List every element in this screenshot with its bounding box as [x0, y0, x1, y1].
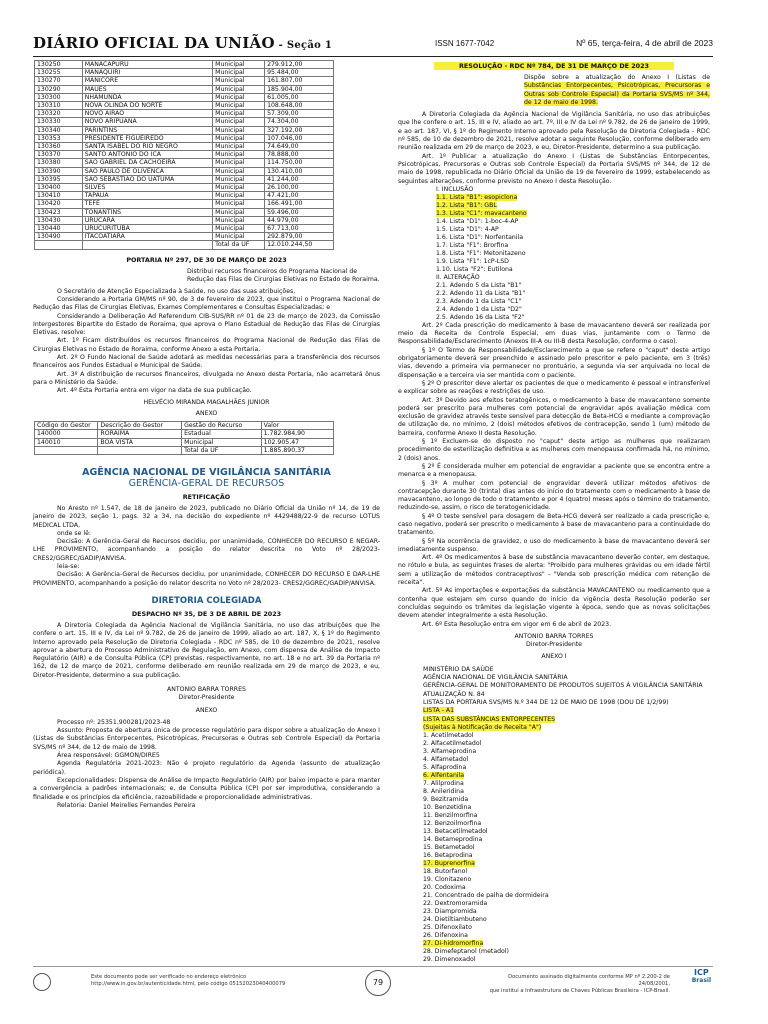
paragraph: § 5º Na ocorrência de gravidez, o uso do medicamento à base de mavacanteno deverá ser imediatamente suspenso. [398, 537, 710, 553]
table-cell: 12.010.244,50 [265, 241, 334, 249]
table-cell: 140000 [35, 430, 98, 438]
table-cell: 130490 [35, 233, 83, 241]
table-row [35, 430, 334, 438]
org-line: MINISTÉRIO DA SAÚDE [423, 665, 494, 673]
table-cell [35, 241, 83, 249]
table-row [35, 208, 334, 216]
table-cell: URUCARA [82, 216, 212, 224]
table-cell: 95.484,00 [265, 69, 334, 77]
paragraph: A Diretoria Colegiada da Agência Nacional de Vigilância Sanitária, no uso das atribuições que lhe confere o art. 15, III e IV, aliado ao art. 7º, III e IV da Lei nº 9.782, de 26 de janeiro de 1999, e ao art. 187, VI, § 1º do Regimento Interno aprovado pela Resolução de Diretoria Colegiada - RDC nº 585, de 10 de dezembro de 2021, resolve adotar a seguinte Resolução, conforme deliberado em reunião realizada em 29 de março de 2023, e eu, Diretor-Presidente, determino a sua publicação. [398, 111, 710, 152]
list-item: 20. Codoxima [423, 884, 466, 892]
paragraph: Art. 2º O Fundo Nacional de Saúde adotará as medidas necessárias para a transferência dos recursos financeiros aos Fundos Estadual e Municipal de Saúde. [33, 354, 380, 370]
paragraph: Relatoria: Daniel Meirelles Fernandes Pereira [57, 801, 196, 809]
paragraph: Art. 2º Cada prescrição do medicamento à base de mavacanteno deverá ser realizada por meio da Receita de Controle Especial, em duas vias, juntamente com o Termo de Responsabilidade/Esclarecimento (Anexos III-A ou III-B desta Resolução, conforme o caso). [398, 321, 710, 346]
table-cell: 130.410,00 [265, 167, 334, 175]
table-row [35, 192, 334, 200]
table-row [35, 151, 334, 159]
diretoria-heading: DIRETORIA COLEGIADA [151, 595, 262, 606]
table-cell: 130420 [35, 200, 83, 208]
table-cell: Municipal [182, 438, 262, 446]
table-row [35, 225, 334, 233]
table-row [35, 241, 334, 249]
table-row [35, 200, 334, 208]
table-cell: Municipal [213, 151, 265, 159]
table-cell: 130250 [35, 61, 83, 69]
table-cell: 130300 [35, 93, 83, 101]
table-cell: 130360 [35, 143, 83, 151]
paragraph: A Diretoria Colegiada da Agência Nacional de Vigilância Sanitária, no uso das atribuições que lhe confere o art. 15, III e IV, da Lei nº 9.782, de 26 de janeiro de 1999, aliado ao art. 187, X, § 1º do Regimento Interno aprovado pela Resolução de Diretoria Colegiada - RDC nº 585, de 10 de dezembro de 2021, resolve aprovar a abertura do Processo Administrativo de Regulação, em Anexo, com dispensa de Análise de Impacto Regulatório (AIR) e de Consulta Pública (CP) previstas, respectivamente, no art. 18 e no art. 39 da Portaria nº 162, de 12 de março de 2021, conforme deliberado em reunião realizada em 29 de março de 2023, e eu, Diretor-Presidente, determino a sua publicação. [33, 621, 380, 679]
table-cell: TEFE [82, 200, 212, 208]
paragraph: Art. 1º Publicar a atualização do Anexo I (Listas de Substâncias Entorpecentes, Psicotrópicas, Precursoras e Outras sob Controle Especial) da Portaria SVS/MS nº 344, de 12 de maio de 1998, republicada no Diário Oficial da União de 19 de fevereiro de 1999, estabelecendo as seguintes alterações, conforme previsto no Anexo I desta Resolução. [398, 152, 710, 185]
list-item: 23. Diampromida [423, 908, 477, 916]
table-cell: 130423 [35, 208, 83, 216]
list-item: 8. Anileridina [423, 788, 464, 796]
table-cell: Municipal [213, 93, 265, 101]
table-cell: 130270 [35, 77, 83, 85]
agency-title: AGÊNCIA NACIONAL DE VIGILÂNCIA SANITÁRIA [82, 466, 331, 478]
signer-role: Diretor-Presidente [526, 641, 582, 649]
list-item: 12. Benzoilmorfina [423, 820, 482, 828]
anexo-label: ANEXO I [541, 653, 567, 661]
gestor-table [34, 421, 334, 455]
table-cell: Municipal [213, 118, 265, 126]
table-cell: SANTA ISABEL DO RIO NEGRO [82, 143, 212, 151]
table-cell: 161.807,00 [265, 77, 334, 85]
list-item: 22. Dextromoramida [423, 900, 488, 908]
table-row [35, 69, 334, 77]
paragraph: Considerando a Deliberação Ad Referendum CIB-SUS/RR nº 01 de 23 de março de 2023, da Comissão Intergestores Bipartite do Estado de Roraima, que aprova o Plano Estadual de Redução das Filas de Cirurgias Eletivas, resolve: [33, 312, 380, 337]
page-header [33, 34, 713, 57]
lista-a1: LISTA - A1 [423, 707, 455, 715]
table-cell: Municipal [213, 233, 265, 241]
list-item: 19. Clonitazeno [423, 876, 472, 884]
table-cell: TONANTINS [82, 208, 212, 216]
list-item: 1.10. Lista "F2": Eutilona [436, 265, 513, 273]
resolucao-title: RESOLUÇÃO - RDC Nº 784, DE 31 DE MARÇO DE 2023 [434, 62, 674, 70]
list-item: 9. Bezitramida [423, 796, 469, 804]
signer-role: Diretor-Presidente [178, 694, 235, 702]
table-cell: 130370 [35, 151, 83, 159]
page-number: 79 [365, 970, 391, 996]
table-cell: 130290 [35, 85, 83, 93]
table-cell: 114.750,00 [265, 159, 334, 167]
issn: ISSN 1677-7042 [435, 39, 495, 48]
list-item: 1.9. Lista "F1": 1cP-LSD [436, 257, 509, 265]
org-line: GERÊNCIA-GERAL DE MONITORAMENTO DE PRODUTOS SUJEITOS À VIGILÂNCIA SANITÁRIA [423, 682, 703, 690]
retificacao-title: RETIFICAÇÃO [182, 492, 231, 501]
paragraph: Excepcionalidades: Dispensa de Análise de Impacto Regulatório (AIR) por baixo impacto e para manter a convergência a padrões internacionais; e, de Consulta Pública (CP) por ser improdutiva, considerando a finalidade e os princípios da eficiência, razoabilidade e proporcionalidade administrativas. [33, 776, 380, 801]
table-cell: Total da UF [182, 446, 262, 454]
table-cell [98, 446, 182, 454]
list-item: 21. Concentrado de palha de dormideira [423, 892, 549, 900]
inclusao-list [436, 186, 710, 322]
gazette-name: DIÁRIO OFICIAL DA UNIÃO [33, 34, 275, 52]
table-cell: Municipal [213, 85, 265, 93]
table-cell: 130353 [35, 134, 83, 142]
paragraph: Considerando a Portaria GM/MS nº 90, de 3 de fevereiro de 2023, que institui o Programa Nacional de Redução das Filas de Cirurgias Eletivas, Exames Complementares e Consultas Especializadas; e [33, 295, 380, 312]
table-cell: NHAMUNDA [82, 93, 212, 101]
paragraph: No Aresto nº 1.547, de 18 de janeiro de 2023, publicado no Diário Oficial da União nº 14, de 19 de janeiro de 2023, seção 1, pags. 32 a 34, na decisão do expediente nº 4429488/22-9 de recurso LOTUS MEDICAL LTDA, [33, 504, 380, 529]
table-cell: 185.904,00 [265, 85, 334, 93]
table-row [35, 438, 334, 446]
section-label: - Seção 1 [274, 40, 333, 51]
table-cell: Código do Gestor [35, 422, 98, 430]
table-cell: 279.912,00 [265, 61, 334, 69]
table-cell: 41.244,00 [265, 175, 334, 183]
municipios-table [34, 60, 334, 250]
paragraph: Decisão: A Gerência-Geral de Recursos decidiu, por unanimidade, CONHECER DO RECURSO E DAR-LHE PROVIMENTO, acompanhando a posição do relator descrita no Voto nº 28/2023- CRES2/GGREC/GADIP/ANVISA. [33, 571, 380, 587]
substance-list [423, 732, 710, 964]
table-cell: 130395 [35, 175, 83, 183]
table-row [35, 216, 334, 224]
table-cell: SANTO ANTONIO DO ICA [82, 151, 212, 159]
list-item: 25. Difenoxilato [423, 924, 472, 932]
gazette-title [33, 34, 332, 52]
list-item: 13. Betacetilmetadol [423, 828, 488, 836]
list-item: 1.2. Lista "B1": GBL [436, 201, 497, 209]
table-cell: ITACOATIARA [82, 233, 212, 241]
right-column [398, 60, 710, 964]
table-cell: Municipal [213, 175, 265, 183]
table-row [35, 233, 334, 241]
table-row [35, 134, 334, 142]
listas-title: LISTAS DA PORTARIA SVS/MS N.º 344 DE 12 DE MAIO DE 1998 (DOU DE 1/2/99) [423, 698, 669, 706]
list-item: 5. Alfaprodina [423, 764, 467, 772]
table-cell: 1.885.890,37 [261, 446, 333, 454]
paragraph: Processo nº: 25351.900281/2023-48 [57, 718, 171, 726]
table-cell [82, 241, 212, 249]
ementa-highlight: Substâncias Entorpecentes, Psicotrópicas, Precursoras e Outras sob Controle Especial) da Portaria SVS/MS nº 344, de 12 de maio de 1998. [524, 82, 710, 106]
signature-note: Documento assinado digitalmente conforme MP nº 2.200-2 de 24/08/2001, que institui a Infraestrutura de Chaves Públicas Brasileira - ICP-Brasil. [489, 974, 670, 994]
list-item: 14. Betameprodina [423, 836, 483, 844]
table-cell: 130255 [35, 69, 83, 77]
page-footer [33, 966, 713, 997]
despacho-title: DESPACHO Nº 35, DE 3 DE ABRIL DE 2023 [131, 609, 282, 618]
list-item: 3. Alfameprodina [423, 748, 477, 756]
list-item: 1.1. Lista "B1": esopiclona [436, 193, 518, 201]
table-cell: PRESIDENTE FIGUEIREDO [82, 134, 212, 142]
table-cell: Valor [261, 422, 333, 430]
paragraph: leia-se: [57, 563, 80, 571]
gerencia-title: GERÊNCIA-GERAL DE RECURSOS [128, 477, 285, 489]
table-row [35, 77, 334, 85]
verification-note: Este documento pode ser verificado no endereço eletrônico http://www.in.gov.br/autenticidade.html, pelo código 05152023040400079 [91, 974, 286, 987]
list-item: 1.8. Lista "F1": Metonitazeno [436, 249, 526, 257]
table-cell: Municipal [213, 143, 265, 151]
table-cell: RORAIMA [98, 430, 182, 438]
list-item: 2.1. Adendo 5 da Lista "B1" [436, 281, 522, 289]
table-row [35, 118, 334, 126]
list-item: 4. Alfametadol [423, 756, 469, 764]
table-cell: Municipal [213, 208, 265, 216]
table-cell: URUCURITUBA [82, 225, 212, 233]
list-item: 26. Difenoxina [423, 932, 468, 940]
table-cell: 44.979,00 [265, 216, 334, 224]
paragraph: Decisão: A Gerência-Geral de Recursos decidiu, por unanimidade, CONHECER DO RECURSO E NEGAR-LHE PROVIMENTO, acompanhando a posição do relator descrita no Voto nº 28/2023- CRES2/GGREC/GADIP/ANVISA. [33, 538, 380, 562]
table-row [35, 143, 334, 151]
table-cell: Municipal [213, 126, 265, 134]
paragraph: § 1º O Termo de Responsabilidade/Esclarecimento a que se refere o "caput" deste artigo obrigatoriamente deverá ser preenchido e assinado pelo prescritor e pelo paciente, em 3 (três) vias, devendo a primeira via permanecer no prontuário, a segunda via ser arquivada no local de dispensação e a terceira via ser mantida com o paciente. [398, 346, 710, 379]
table-cell: MAUES [82, 85, 212, 93]
lista-a1-title: LISTA DAS SUBSTÂNCIAS ENTORPECENTES [423, 715, 556, 723]
table-cell: Municipal [213, 134, 265, 142]
table-cell: Municipal [213, 184, 265, 192]
list-item: II. ALTERAÇÃO [436, 273, 480, 281]
list-item: 18. Butorfanol [423, 868, 468, 876]
table-header-row [35, 422, 334, 430]
table-cell: 74.304,00 [265, 118, 334, 126]
table-cell: Municipal [213, 200, 265, 208]
list-item: 1.4. Lista "D1": 1-boc-4-AP [436, 217, 519, 225]
list-item: 1.3. Lista "C1": mavacanteno [436, 209, 527, 217]
list-item: 15. Betametadol [423, 844, 475, 852]
table-cell: 130430 [35, 216, 83, 224]
table-cell: 78.888,00 [265, 151, 334, 159]
icp-brasil-logo: ICP Brasil [691, 968, 711, 984]
table-cell: 130310 [35, 102, 83, 110]
table-row [35, 102, 334, 110]
ementa-text: Dispõe sobre a atualização do Anexo I (Listas de [524, 74, 710, 81]
table-cell: 107.046,00 [265, 134, 334, 142]
paragraph: Assunto: Proposta de abertura única de processo regulatório para dispor sobre a atualização do Anexo I (Listas de Substâncias Entorpecentes, Psicotrópicas, Precursoras e Outras sob Controle Especial) da Portaria SVS/MS nº 344, de 12 de maio de 1998. [33, 727, 380, 751]
signer: ANTONIO BARRA TORRES [514, 632, 594, 640]
signer: ANTONIO BARRA TORRES [167, 685, 246, 693]
paragraph: Art. 6º Esta Resolução entra em vigor em 6 de abril de 2023. [422, 620, 612, 628]
list-item: 27. Di-hidromorfina [423, 940, 484, 948]
table-cell: NOVO ARIPUANA [82, 118, 212, 126]
table-cell: BOA VISTA [98, 438, 182, 446]
left-column [33, 60, 380, 810]
table-cell: MANICORE [82, 77, 212, 85]
org-line: AGÊNCIA NACIONAL DE VIGILÂNCIA SANITÁRIA [423, 674, 568, 682]
table-cell: 1.782.984,90 [261, 430, 333, 438]
table-cell: SAO SEBASTIAO DO UATUMA [82, 175, 212, 183]
table-cell: 61.005,00 [265, 93, 334, 101]
table-cell: Gestão do Recurso [182, 422, 262, 430]
table-cell [35, 446, 98, 454]
table-cell: Municipal [213, 159, 265, 167]
table-cell: 59.496,00 [265, 208, 334, 216]
table-cell: 67.713,00 [265, 225, 334, 233]
table-cell: Municipal [213, 216, 265, 224]
paragraph: § 2º O prescritor deve alertar os pacientes de que o medicamento é pessoal e intransferível e explicar sobre as reações e restrições de uso. [398, 379, 710, 396]
table-cell: 130340 [35, 126, 83, 134]
table-cell: PARINTINS [82, 126, 212, 134]
lista-a1-sub: (Sujeitas à Notificação de Receita "A") [423, 723, 542, 731]
table-cell: TAPAUA [82, 192, 212, 200]
table-cell: Total da UF [213, 241, 265, 249]
list-item: 29. Dimenoxadol [423, 956, 476, 964]
table-cell: 74.649,00 [265, 143, 334, 151]
table-cell: 130390 [35, 167, 83, 175]
table-cell: Municipal [213, 110, 265, 118]
signer: HELVÉCIO MIRANDA MAGALHÃES JUNIOR [143, 398, 270, 406]
paragraph: O Secretário de Atenção Especializada à Saúde, no uso das suas atribuições, [57, 287, 296, 295]
table-cell: Estadual [182, 430, 262, 438]
table-cell: Municipal [213, 61, 265, 69]
list-item: 16. Betaprodina [423, 852, 473, 860]
paragraph: onde se lê: [57, 529, 92, 537]
table-cell: 140010 [35, 438, 98, 446]
table-cell: 47.421,00 [265, 192, 334, 200]
table-row [35, 110, 334, 118]
anexo-label: ANEXO [195, 409, 218, 417]
table-cell: 292.879,00 [265, 233, 334, 241]
table-cell: Municipal [213, 102, 265, 110]
table-cell: 327.192,00 [265, 126, 334, 134]
table-cell: SAO PAULO DE OLIVENCA [82, 167, 212, 175]
table-cell: 57.309,00 [265, 110, 334, 118]
table-cell: Municipal [213, 225, 265, 233]
list-item: 7. Alilprodina [423, 780, 464, 788]
table-row [35, 85, 334, 93]
list-item: 17. Buprenorfina [423, 860, 475, 868]
table-cell: 26.100,00 [265, 184, 334, 192]
portaria-ementa: Distribui recursos financeiros do Programa Nacional de Redução das Filas de Cirurgias Eletivas no Estado de Roraima. [187, 267, 380, 283]
paragraph: Art. 5º As importações e exportações da substância MAVACANTENO ou medicamento que a contenha que estejam em curso quando do início da vigência desta Resolução poderão ser concluídas seguindo os trâmites da legislação vigente à época, sendo que as novas solicitações devem atender integralmente a esta Resolução. [398, 587, 710, 620]
atualizacao: ATUALIZAÇÃO N. 84 [423, 690, 485, 698]
table-cell: SAO GABRIEL DA CACHOEIRA [82, 159, 212, 167]
table-cell: Municipal [213, 77, 265, 85]
table-cell: NOVA OLINDA DO NORTE [82, 102, 212, 110]
paragraph: Art. 4º Os medicamentos à base de substância mavacanteno deverão conter, em destaque, no rótulo e bula, as seguintes frases de alerta: "Proibido para mulheres grávidas ou em idade fértil sem a utilização de métodos contraceptivos" - "Venda sob prescrição médica com retenção de receita". [398, 554, 710, 587]
table-cell: MANAQUIRI [82, 69, 212, 77]
table-cell: 102.905,47 [261, 438, 333, 446]
list-item: 1. Acetilmetadol [423, 732, 474, 740]
paragraph: § 4º O teste sensível para dosagem de Beta-HCG deverá ser realizado a cada prescrição e, caso negativo, poderá ser prescrito o medicamento à base de mavacanteno para a continuidade do tratamento. [398, 512, 710, 537]
portaria-title: PORTARIA Nº 297, DE 30 DE MARÇO DE 2023 [126, 255, 287, 264]
list-item: 1.7. Lista "F1": Brorfina [436, 241, 509, 249]
list-item: 28. Dimefeptanol (metadol) [423, 948, 509, 956]
paragraph: § 1º Excluem-se do disposto no "caput" deste artigo as mulheres que realizaram procedimento de esterilização definitiva e as mulheres com menopausa confirmada há, no mínimo, 2 (dois) anos. [398, 438, 710, 462]
table-row [35, 159, 334, 167]
paragraph: Art. 1º Ficam distribuídos os recursos financeiros do Programa Nacional de Redução das Filas de Cirurgias Eletivas no Estado de Roraima, conforme Anexo a esta Portaria. [33, 337, 380, 353]
list-item: I. INCLUSÃO [436, 185, 474, 193]
paragraph: Art. 4º Esta Portaria entra em vigor na data de sua publicação. [57, 387, 252, 395]
table-row [35, 446, 334, 454]
table-cell: 130440 [35, 225, 83, 233]
table-cell: 130330 [35, 118, 83, 126]
list-item: 2.5. Adendo 16 da Lista "F2" [436, 313, 525, 321]
table-row [35, 167, 334, 175]
list-item: 11. Benzilmorfina [423, 812, 478, 820]
table-cell: Municipal [213, 192, 265, 200]
list-item: 1.6. Lista "D1": Norfentanila [436, 233, 524, 241]
table-cell: Municipal [213, 69, 265, 77]
table-cell: MANACAPURU [82, 61, 212, 69]
coat-of-arms-icon [33, 973, 51, 991]
list-item: 2. Alfacetilmetadol [423, 740, 482, 748]
articles [398, 322, 710, 629]
list-item: 6. Alfentanila [423, 772, 465, 780]
list-item: 1.5. Lista "D1": 4-AP [436, 225, 499, 233]
list-item: 24. Dietiltiambuteno [423, 916, 487, 924]
table-cell: 166.491,00 [265, 200, 334, 208]
paragraph: Art. 3º A distribuição de recursos financeiros, divulgada no Anexo desta Portaria, não acarretará ônus para o Ministério da Saúde. [33, 370, 380, 386]
list-item: 2.4. Adendo 1 da Lista "D2" [436, 305, 522, 313]
list-item: 2.2. Adendo 11 da Lista "B1" [436, 289, 526, 297]
resolucao-ementa [524, 74, 710, 107]
paragraph: Área responsável: GGMON/DIRE5 [57, 752, 160, 760]
table-cell: 130410 [35, 192, 83, 200]
table-cell: NOVO AIRAO [82, 110, 212, 118]
list-item: 2.3. Adendo 1 da Lista "C1" [436, 297, 522, 305]
issue-date: Nº 65, terça-feira, 4 de abril de 2023 [576, 38, 713, 48]
paragraph: § 3º A mulher com potencial de engravidar deverá utilizar métodos efetivos de contracepção durante 30 (trinta) dias antes do início do tratamento com o medicamento à base de mavacanteno, ao longo de todo o tratamento e por 4 (quatro) meses após o término do tratamento, reduzindo-se, assim, o risco de teratogenicidade. [398, 479, 710, 512]
table-row [35, 93, 334, 101]
table-row [35, 61, 334, 69]
paragraph: § 2º É considerada mulher em potencial de engravidar a paciente que se encontra entre a menarca e a menopausa. [398, 462, 710, 479]
table-cell: 130320 [35, 110, 83, 118]
table-cell: SILVES [82, 184, 212, 192]
list-item: 10. Benzetidina [423, 804, 472, 812]
table-cell: Municipal [213, 167, 265, 175]
table-cell: Descrição do Gestor [98, 422, 182, 430]
paragraph: Agenda Regulatória 2021-2023: Não é projeto regulatório da Agenda (assunto de atualização periódica). [33, 760, 380, 776]
paragraph: Art. 3º Devido aos efeitos teratogênicos, o medicamento à base de mavacanteno somente poderá ser prescrito para mulheres com potencial de engravidar após avaliação médica com exclusão de gravidez através teste sensível para detecção de Beta-HCG e mediante a comprovação de utilização de, no mínimo, 2 (dois) métodos efetivos de contracepção, sendo 1 (um) método de barreira, conforme Anexo II desta Resolução. [398, 396, 710, 437]
table-row [35, 126, 334, 134]
table-cell: 130380 [35, 159, 83, 167]
anexo-label: ANEXO [195, 706, 218, 714]
table-row [35, 175, 334, 183]
table-row [35, 184, 334, 192]
table-cell: 130400 [35, 184, 83, 192]
table-cell: 108.648,00 [265, 102, 334, 110]
